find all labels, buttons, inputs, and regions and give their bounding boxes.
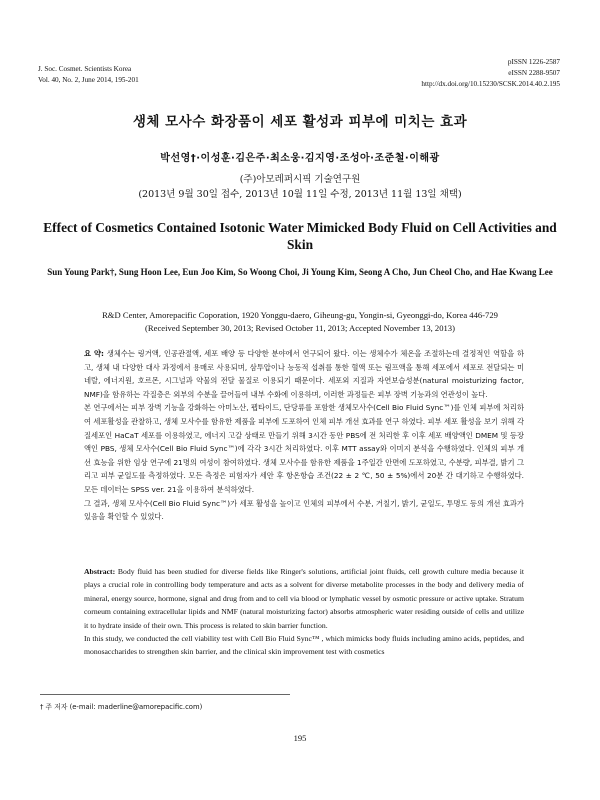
journal-header — [38, 64, 139, 86]
corresponding-author-footnote: † 주 저자 (e-mail: maderline@amorepacific.com) — [40, 703, 203, 711]
journal-volume: Vol. 40, No. 2, June 2014, 195-201 — [38, 76, 139, 84]
journal-name: J. Soc. Cosmet. Scientists Korea — [38, 65, 132, 73]
korean-abstract-label: 요 약: — [84, 349, 104, 358]
eissn: eISSN 2288-9507 — [508, 69, 560, 77]
english-affiliation-block — [0, 309, 600, 335]
korean-received-dates: (2013년 9월 30일 접수, 2013년 10월 11일 수정, 2013년 11월 13일 채택) — [138, 189, 462, 200]
korean-abstract-p3: 그 결과, 생체 모사수(Cell Bio Fluid Sync™)가 세포 활성을 높이고 인체의 피부에서 수분, 거칠기, 밝기, 균일도, 투명도 등의 개선 효과가 있음을 확인할 수 있었다. — [84, 498, 524, 522]
page-number: 195 — [293, 733, 307, 743]
korean-authors: 박선영†·이성훈·김은주·최소웅·김지영·조성아·조준철·이해광 — [160, 153, 440, 164]
korean-abstract — [84, 347, 524, 524]
korean-affiliation: (주)아모레퍼시픽 기술연구원 — [239, 174, 361, 185]
issn-header — [421, 57, 560, 90]
korean-abstract-p2: 본 연구에서는 피부 장벽 기능을 강화하는 아미노산, 펩타이드, 단당류를 포함한 생체모사수(Cell Bio Fluid Sync™)를 인체 피부에 처리하여 세포활성을 관찰하고, 생체 모사수를 함유한 제품을 피부에 도포하여 인체 피부 개선 효과를 연구 하였다. 피부 세포 활성을 보기 위해 각질세포인 HaCaT 세포를 이용하였고, 에너지 고갈 상태로 만들기 위해 3시간 동안 PBS에 전 처리한 후 이후 세포 배양액인 DMEM 및 등장액인 PBS, 생체 모사수(Cell Bio Fluid Sync™)에 각각 3시간 처리하였다. 이후 MTT assay와 이미지 분석을 수행하였다. 인체의 피부 개선 효능을 위한 임상 연구에 21명의 여성이 참여하였다. 생체 모사수를 함유한 제품을 1주일간 안면에 도포하였고, 수분량, 피부결, 밝기 그리고 피부 균일도를 측정하였다. 모든 측정은 피험자가 세안 후 항온항습 조건(22 ± 2 ℃, 50 ± 5%)에서 20분 간 대기하고 수행하였다. 모든 데이터는 SPSS ver. 21을 이용하여 분석하였다. — [84, 403, 524, 494]
english-title: Effect of Cosmetics Contained Isotonic Water Mimicked Body Fluid on Cell Activities and Skin — [43, 220, 557, 252]
english-abstract-p1 — [84, 565, 524, 632]
footnote-divider — [40, 694, 290, 695]
english-abstract-p2: In this study, we conducted the cell viability test with Cell Bio Fluid Sync™ , which mimicks body fluids including amino acids, peptides, and monosaccharides to strengthen skin barrier, and the clinical skin improvement test with cosmetics — [84, 634, 524, 657]
english-abstract — [84, 565, 524, 659]
english-affiliation: R&D Center, Amorepacific Coporation, 1920 Yonggu-daero, Giheung-gu, Yongin-si, Gyeonggi-do, Korea 446-729 — [102, 310, 498, 320]
doi-link[interactable]: http://dx.doi.org/10.15230/SCSK.2014.40.2.195 — [421, 80, 560, 88]
english-abstract-label: Abstract: — [84, 567, 116, 576]
english-authors: Sun Young Park†, Sung Hoon Lee, Eun Joo Kim, So Woong Choi, Ji Young Kim, Seong A Cho, Jun Cheol Cho, and Hae Kwang Lee — [47, 267, 553, 277]
korean-title: 생체 모사수 화장품이 세포 활성과 피부에 미치는 효과 — [132, 114, 468, 130]
korean-abstract-p1 — [84, 347, 524, 401]
pissn: pISSN 1226-2587 — [507, 58, 560, 66]
english-abstract-text-1: Body fluid has been studied for diverse fields like Ringer's solutions, artificial joint fluids, cell growth culture media because it plays a crucial role in controlling body temperature and acts as a solvent for diverse metabolite processes in the body and delivery media of mineral, energy source, hormone, signal and drug from and to cell via blood or lymphatic vessel by osmotic pressure or active uptake. Stratum corneum containing extracellular lipids and NMF (natural moisturizing factor) absorbs atmospheric water residing outside of cells and utilize it to hydrate inside of their own. This process is related to skin barrier function. — [84, 567, 524, 630]
english-received-dates: (Received September 30, 2013; Revised October 11, 2013; Accepted November 13, 2013) — [145, 323, 455, 333]
korean-abstract-text-1: 생체수는 링거액, 인공관절액, 세포 배양 등 다양한 분야에서 연구되어 왔다. 이는 생체수가 체온을 조절하는데 결정적인 역할을 하고, 생체 내 다양한 대사 과정에서 용매로 사용되며, 삼투압이나 능동적 섭취를 통한 혈액 또는 림프액을 통해 세포에서 세포로 전달되는 미네랄, 에너지원, 호르몬, 시그널과 약물의 전달 물질로 이용되기 때문이다. 세포외 지질과 자연보습성분(natural moisturizing factor, NMF)을 함유하는 각질층은 외부의 수분을 끌어들여 내부 수화에 이용하며, 이러한 과정들은 피부 장벽 기능과의 연관성이 높다. — [84, 349, 525, 399]
